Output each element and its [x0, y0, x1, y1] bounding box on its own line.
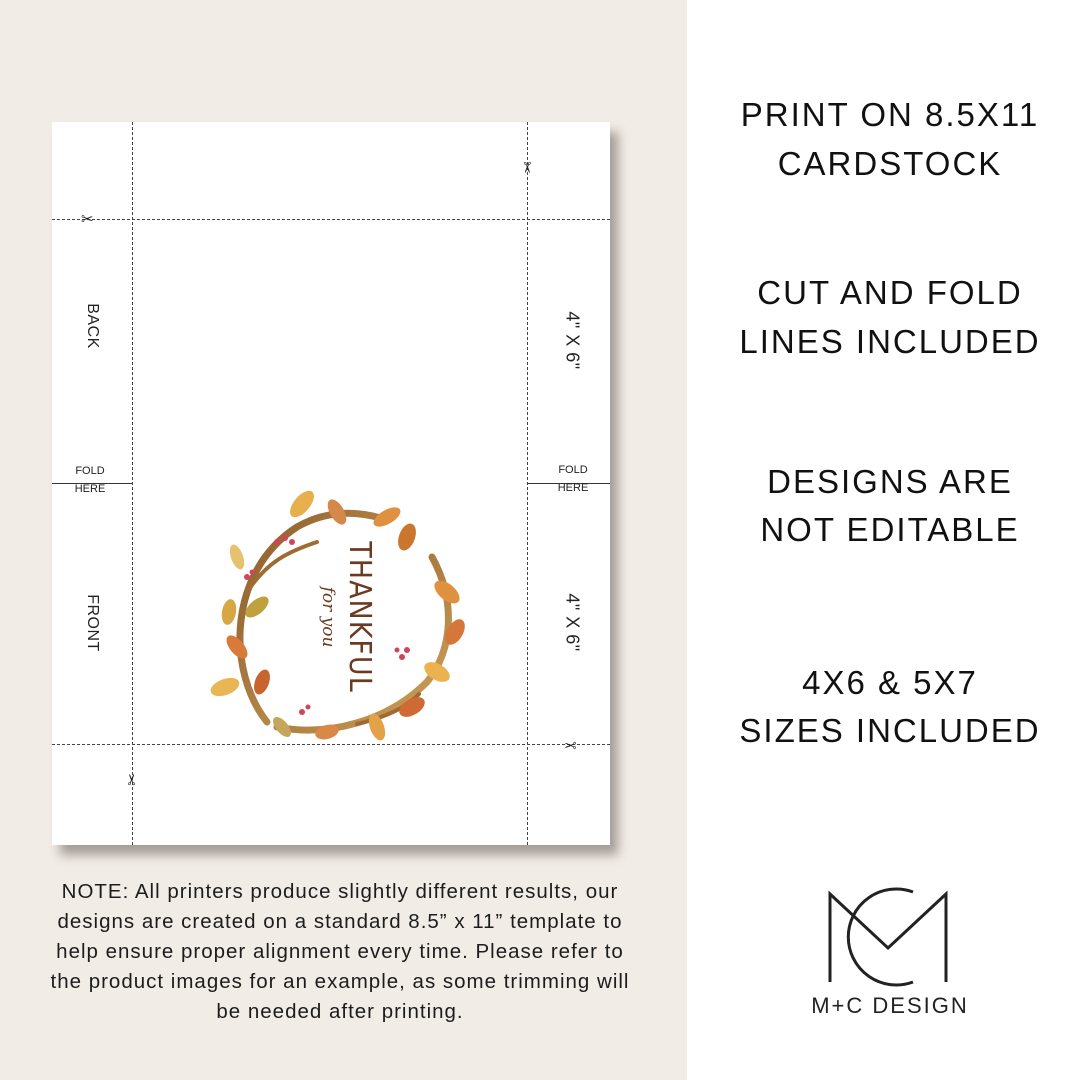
feature-sizes-line1: 4X6 & 5X7 — [802, 664, 978, 701]
brand-name: M+C DESIGN — [811, 993, 969, 1018]
feature-editable-line1: DESIGNS ARE — [767, 463, 1013, 500]
scissors-icon: ✂ — [564, 736, 577, 754]
card-subtitle: for you — [318, 586, 338, 648]
fold-here-right: FOLD HERE — [557, 464, 589, 494]
brand-monogram-logo — [818, 880, 958, 990]
card-title: THANKFUL — [342, 541, 377, 693]
scissors-icon: ✂ — [81, 210, 94, 228]
scissors-icon: ✂ — [122, 773, 141, 786]
fold-here-left: FOLD HERE — [74, 465, 106, 495]
feature-editable-line2: NOT EDITABLE — [760, 511, 1020, 548]
feature-cut-line1: CUT AND FOLD — [757, 274, 1023, 311]
wreath-illustration — [207, 482, 472, 747]
cut-line-top — [52, 219, 610, 220]
size-label-bottom: 4" X 6" — [562, 593, 583, 652]
size-label-top: 4" X 6" — [562, 311, 583, 370]
printer-note: NOTE: All printers produce slightly different results, our designs are created on a standard 8.5” x 11” template to help ensure proper alignment every time. Please refer to the product images for an example, as some trimming will be needed after printing. — [50, 880, 630, 1023]
front-label: FRONT — [84, 594, 101, 652]
feature-sizes-line2: SIZES INCLUDED — [739, 712, 1041, 749]
template-sheet — [52, 122, 610, 845]
feature-print-line2: CARDSTOCK — [777, 145, 1003, 182]
back-label: BACK — [84, 303, 101, 349]
feature-print-line1: PRINT ON 8.5X11 — [740, 96, 1040, 133]
cut-line-left — [132, 122, 133, 845]
feature-cut-line2: LINES INCLUDED — [739, 323, 1041, 360]
scissors-icon: ✂ — [517, 161, 536, 174]
